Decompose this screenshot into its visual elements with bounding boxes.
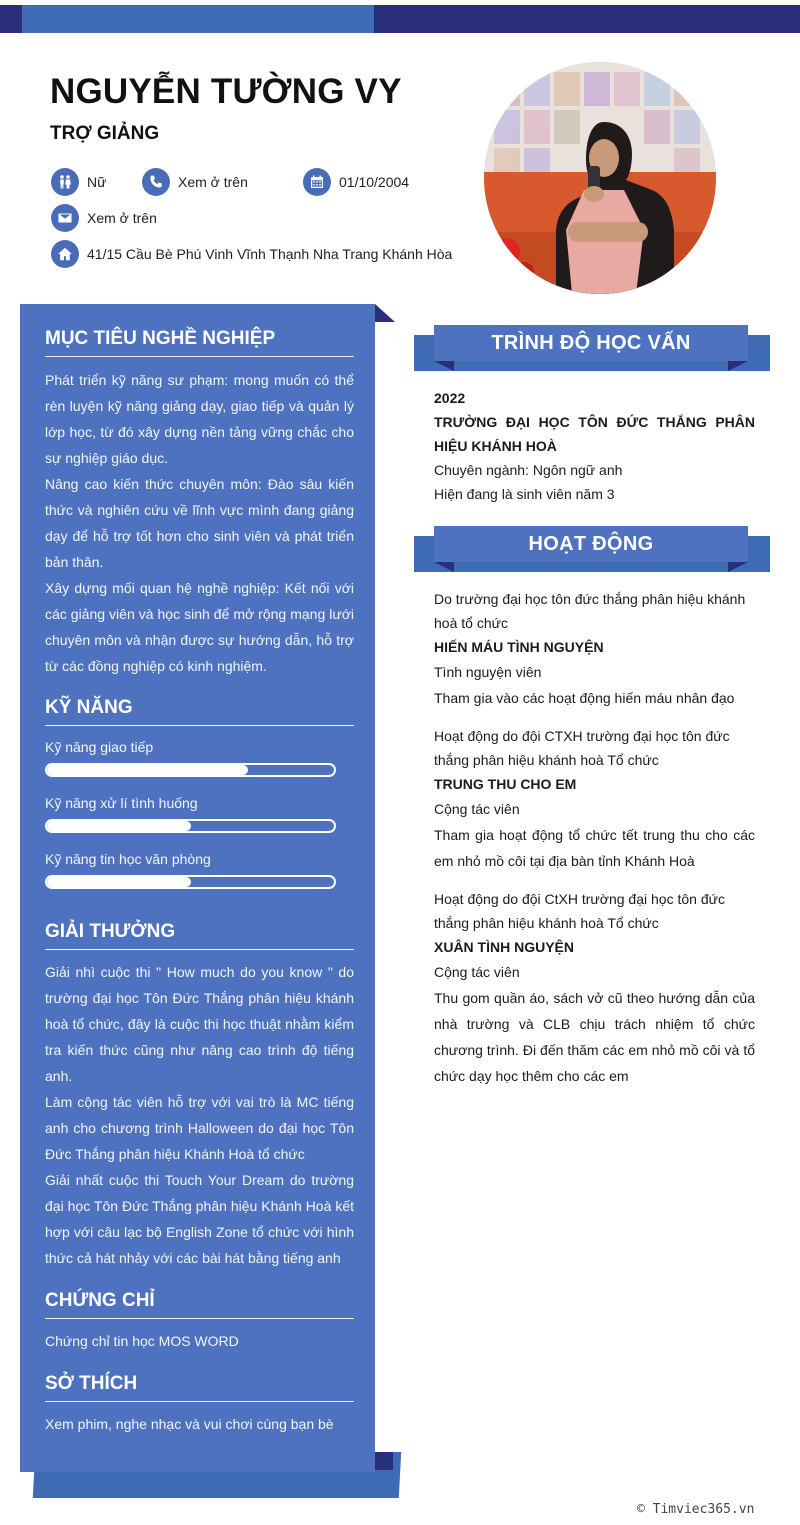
objective-paragraph: Xây dựng mối quan hệ nghề nghiệp: Kết nối với các giảng viên và học sinh để mở rộng mạng lưới chuyên môn và nhận được sự hướng dẫn, hỗ trợ từ các đồng nghiệp có kinh nghiệm. [45,580,354,674]
education-status: Hiện đang là sinh viên năm 3 [434,486,615,502]
certificates-heading: CHỨNG CHỈ [45,1290,354,1319]
education-year: 2022 [434,390,466,406]
education-entry [434,386,755,506]
profile-photo [484,62,716,294]
objective-text [45,367,354,679]
activity-name: HIẾN MÁU TÌNH NGUYỆN [434,639,604,655]
education-ribbon [414,325,770,371]
education-major: Chuyên ngành: Ngôn ngữ anh [434,462,623,478]
award-paragraph: Giải nhất cuộc thi Touch Your Dream do trường đại học Tôn Đức Thắng phân hiệu Khánh Hoà kết hợp với câu lạc bộ English Zone tổ chức với hình thức cả hát nhảy với các bài hát bằng tiếng anh [45,1172,354,1266]
activity-item [434,724,755,874]
objective-heading: MỤC TIÊU NGHỀ NGHIỆP [45,328,354,357]
phone-value: Xem ở trên [178,174,248,190]
address-value: 41/15 Cầu Bè Phú Vinh Vĩnh Thạnh Nha Trang Khánh Hòa [87,246,453,262]
awards-heading: GIẢI THƯỞNG [45,921,354,950]
activity-organizer: Do trường đại học tôn đức thắng phân hiệu khánh hoà tổ chức [434,591,746,631]
gender-value: Nữ [87,174,107,190]
skill-bar [45,819,336,833]
left-column-fold-bottom [375,1452,393,1470]
left-column-fold-top [375,304,395,322]
top-bar [0,5,800,33]
hobbies-heading: SỞ THÍCH [45,1373,354,1402]
skill-label: Kỹ năng giao tiếp [45,739,154,755]
gender-icon [51,168,79,196]
home-icon [51,240,79,268]
skill-label: Kỹ năng xử lí tình huống [45,795,198,811]
activity-organizer: Hoạt động do đội CTXH trường đại học tôn đức thắng phân hiệu khánh hoà Tổ chức [434,728,730,768]
email-value: Xem ở trên [87,210,157,226]
awards-text [45,959,354,1271]
activity-item [434,587,755,710]
top-bar-accent [22,5,374,33]
skill-bar-fill [47,765,248,775]
award-paragraph: Làm cộng tác viên hỗ trợ với vai trò là MC tiếng anh cho chương trình Halloween do đại học Tôn Đức Thắng phân hiệu Khánh Hoà tổ chức [45,1094,354,1162]
activity-organizer: Hoạt động do đội CtXH trường đại học tôn đức thắng phân hiệu khánh hoà Tổ chức [434,891,725,931]
activity-name: TRUNG THU CHO EM [434,776,577,792]
phone-info [142,168,248,196]
activity-item [434,887,755,1089]
activities-ribbon [414,526,770,572]
objective-paragraph: Phát triển kỹ năng sư phạm: mong muốn có thể rèn luyện kỹ năng giảng dạy, giao tiếp và quản lý lớp học, từ đó xây dựng nền tảng vững chắc cho sự nghiệp giáo dục. [45,372,354,466]
footer-copyright: © Timviec365.vn [637,1502,755,1517]
activities-heading: HOẠT ĐỘNG [434,526,748,562]
education-heading: TRÌNH ĐỘ HỌC VẤN [434,325,748,361]
address-info [51,240,452,268]
left-column [20,304,375,1472]
award-paragraph: Giải nhì cuộc thi " How much do you know " do trường đại học Tôn Đức Thắng phân hiệu khánh hoà tổ chức, đây là cuộc thi học thuật nhằm kiểm tra kiến thức cũng như nâng cao trình độ tiếng anh. [45,964,354,1084]
skill-bar-fill [47,821,191,831]
activity-description: Thu gom quần áo, sách vở cũ theo hướng dẫn của nhà trường và CLB chịu trách nhiệm tổ chức chương trình. Đi đến thăm các em nhỏ mồ côi và tổ chức dạy học thêm cho các em [434,990,755,1084]
email-info [51,204,157,232]
education-school: TRƯỜNG ĐẠI HỌC TÔN ĐỨC THẮNG PHÂN HIỆU KHÁNH HOÀ [434,414,755,454]
phone-icon [142,168,170,196]
skill-bar-fill [47,877,191,887]
gender-info [51,168,106,196]
hobbies-text: Xem phim, nghe nhạc và vui chơi cùng bạn bè [45,1416,334,1432]
objective-paragraph: Nâng cao kiến thức chuyên môn: Đào sâu kiến thức và nghiên cứu về lĩnh vực mình đang giảng dạy để hỗ trợ tốt hơn cho sinh viên và phát triển bản thân. [45,476,354,570]
activity-description: Tham gia vào các hoạt động hiến máu nhân đạo [434,690,735,706]
email-icon [51,204,79,232]
job-title: TRỢ GIẢNG [50,123,160,144]
activity-description: Tham gia hoạt động tổ chức tết trung thu cho các em nhỏ mồ côi tại địa bàn tỉnh Khánh Hoà [434,827,755,869]
activity-name: XUÂN TÌNH NGUYỆN [434,939,575,955]
birthday-value: 01/10/2004 [339,174,410,190]
certificate-text: Chứng chỉ tin học MOS WORD [45,1333,239,1349]
activity-role: Tình nguyện viên [434,664,542,680]
candidate-name: NGUYỄN TƯỜNG VY [50,72,402,111]
calendar-icon [303,168,331,196]
skill-bar [45,763,336,777]
activity-role: Cộng tác viên [434,801,520,817]
activity-role: Cộng tác viên [434,964,520,980]
skills-heading: KỸ NĂNG [45,697,354,726]
skill-label: Kỹ năng tin học văn phòng [45,851,211,867]
birthday-info [303,168,409,196]
skill-bar [45,875,336,889]
